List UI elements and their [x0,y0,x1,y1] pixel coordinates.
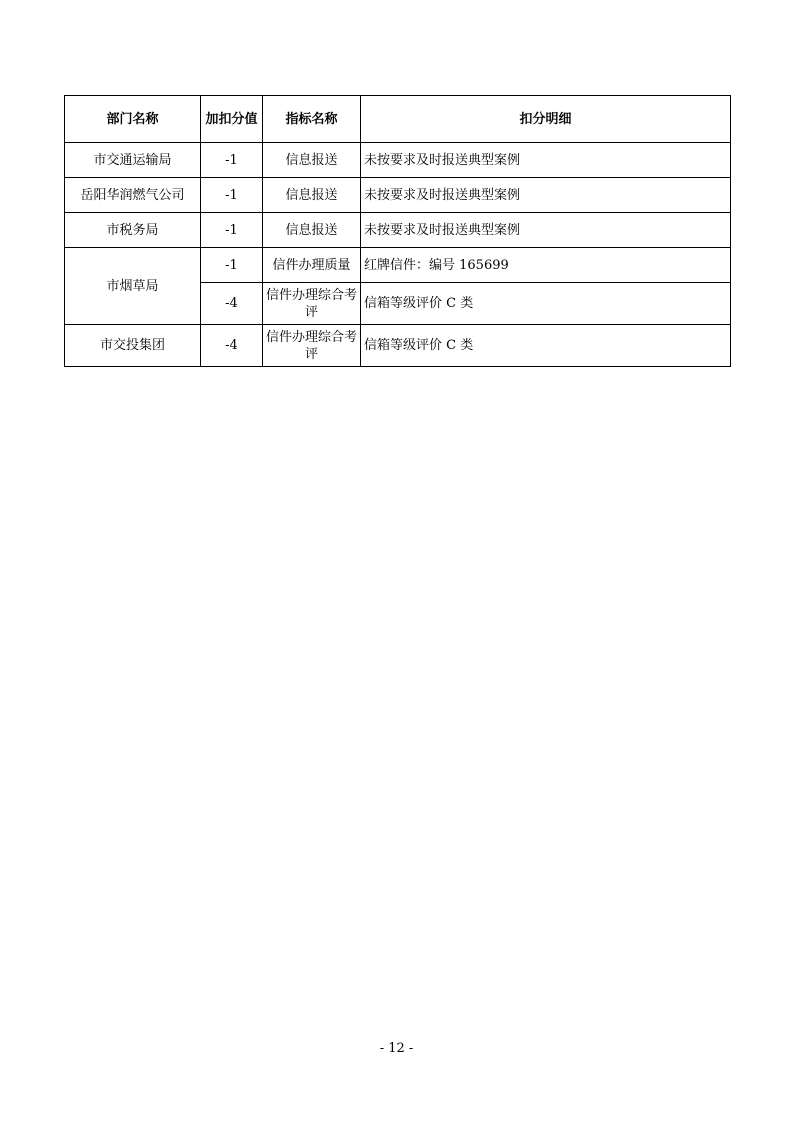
table-header-row [65,96,731,143]
page-number: - 12 - [379,1041,414,1056]
table-row [65,178,731,213]
cell-indicator: 信件办理综合考评 [263,325,361,367]
cell-detail: 未按要求及时报送典型案例 [361,213,731,248]
cell-score: -1 [201,178,263,213]
cell-dept: 市交通运输局 [65,143,201,178]
header-score: 加扣分值 [201,96,263,143]
table-row [65,213,731,248]
cell-detail: 未按要求及时报送典型案例 [361,143,731,178]
cell-detail: 未按要求及时报送典型案例 [361,178,731,213]
cell-detail: 信箱等级评价 C 类 [361,325,731,367]
header-dept: 部门名称 [65,96,201,143]
header-detail: 扣分明细 [361,96,731,143]
cell-detail: 信箱等级评价 C 类 [361,283,731,325]
cell-score: -4 [201,283,263,325]
table-row [65,325,731,367]
cell-dept: 市税务局 [65,213,201,248]
cell-score: -1 [201,213,263,248]
table-row [65,248,731,283]
cell-indicator: 信件办理综合考评 [263,283,361,325]
cell-detail: 红牌信件：编号 165699 [361,248,731,283]
cell-dept: 岳阳华润燃气公司 [65,178,201,213]
deduction-table [64,95,731,367]
cell-indicator: 信息报送 [263,143,361,178]
header-indicator: 指标名称 [263,96,361,143]
table-row [65,143,731,178]
cell-indicator: 信件办理质量 [263,248,361,283]
cell-score: -4 [201,325,263,367]
cell-dept: 市交投集团 [65,325,201,367]
cell-score: -1 [201,143,263,178]
cell-indicator: 信息报送 [263,213,361,248]
cell-indicator: 信息报送 [263,178,361,213]
cell-score: -1 [201,248,263,283]
cell-dept: 市烟草局 [65,248,201,325]
